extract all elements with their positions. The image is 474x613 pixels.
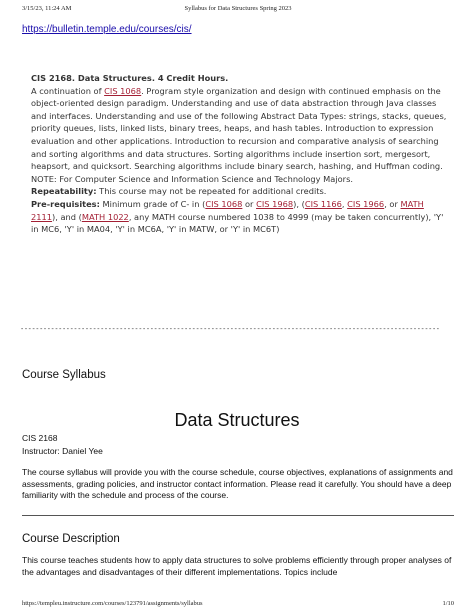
catalog-desc-prefix: A continuation of	[31, 85, 105, 96]
instructor-name: Instructor: Daniel Yee	[22, 446, 103, 456]
course-description-paragraph: This course teaches students how to apply data structures to solve problems efficiently through proper analyses of the advantages and disadvantages of their different implementations. Topics include	[22, 555, 452, 577]
print-footer-url: https://templeu.instructure.com/courses/123791/assignments/syllabus	[22, 600, 203, 607]
repeatability-text: This course may not be repeated for additional credits.	[96, 186, 327, 197]
repeatability-label: Repeatability:	[31, 186, 97, 197]
repeatability-line	[31, 185, 449, 198]
prereq-comma: ,	[341, 198, 348, 209]
prereq-text-4: , any MATH course numbered 1038 to 4999 (may be taken concurrently), 'Y' in MC6, 'Y' in MA04, 'Y' in MC6A, 'Y' in MATW, or 'Y' in MC6T)	[31, 211, 444, 235]
catalog-desc-body: . Program style organization and design with continued emphasis on the object-oriented design paradigm. Understanding and use of data abstraction through Java classes and interfaces. Understanding and use of the following Abstract Data Types: strings, stacks, queues, priority queues, lists, linked lists, binary trees, heaps, and hash tables. Introduction to expression evaluation and other applications. Introduction to recursion and comparative analysis of searching and sorting algorithms and data structures. Sorting algorithms include insertion sort, mergesort, heapsort, and quicksort. Searching algorithms include binary search, hashing, and Huffman coding. NOTE: For Computer Science and Information Science and Technology Majors.	[31, 85, 447, 184]
syllabus-intro-paragraph: The course syllabus will provide you with the course schedule, course objectives, explanations of assignments and assessments, grading policies, and instructor contact information. Please read it carefully. You should have a deep familiarity with the schedule and process of the course.	[22, 467, 453, 501]
prereq-text-2: ), (	[293, 198, 305, 209]
print-page-number: 1/10	[442, 600, 454, 607]
prereq-link-cis-1166[interactable]: CIS 1166	[304, 198, 342, 209]
prereq-text-3: ), and (	[52, 211, 82, 222]
prereq-link-math-2111[interactable]: MATH 2111	[31, 198, 424, 222]
page-title: Data Structures	[174, 410, 300, 430]
prereq-or-2: , or	[384, 198, 401, 209]
course-code: CIS 2168	[22, 433, 58, 443]
prerequisites-line	[31, 198, 449, 236]
dashed-divider: --------------------------------------------------------------------------------------------------------------	[20, 325, 440, 333]
print-timestamp: 3/15/23, 11:24 AM	[22, 5, 72, 12]
catalog-description	[31, 72, 449, 236]
prereq-text-1: Minimum grade of C- in (	[99, 198, 206, 209]
catalog-heading: CIS 2168. Data Structures. 4 Credit Hours.	[31, 73, 229, 83]
prereq-label: Pre-requisites:	[31, 198, 100, 209]
print-header	[22, 5, 454, 15]
section-divider	[22, 515, 454, 516]
prereq-link-cis-1966[interactable]: CIS 1966	[347, 198, 385, 209]
course-syllabus-label: Course Syllabus	[22, 369, 106, 381]
course-description-heading: Course Description	[22, 533, 120, 545]
cis-1068-link[interactable]: CIS 1068	[104, 85, 142, 96]
catalog-paragraph	[31, 85, 449, 186]
prereq-link-cis-1068[interactable]: CIS 1068	[205, 198, 243, 209]
print-page-title: Syllabus for Data Structures Spring 2023	[184, 5, 292, 12]
prereq-or-1: or	[242, 198, 257, 209]
print-footer	[22, 600, 454, 610]
prereq-link-math-1022[interactable]: MATH 1022	[81, 211, 129, 222]
prereq-link-cis-1968[interactable]: CIS 1968	[256, 198, 294, 209]
bulletin-link[interactable]: https://bulletin.temple.edu/courses/cis/	[22, 24, 192, 35]
